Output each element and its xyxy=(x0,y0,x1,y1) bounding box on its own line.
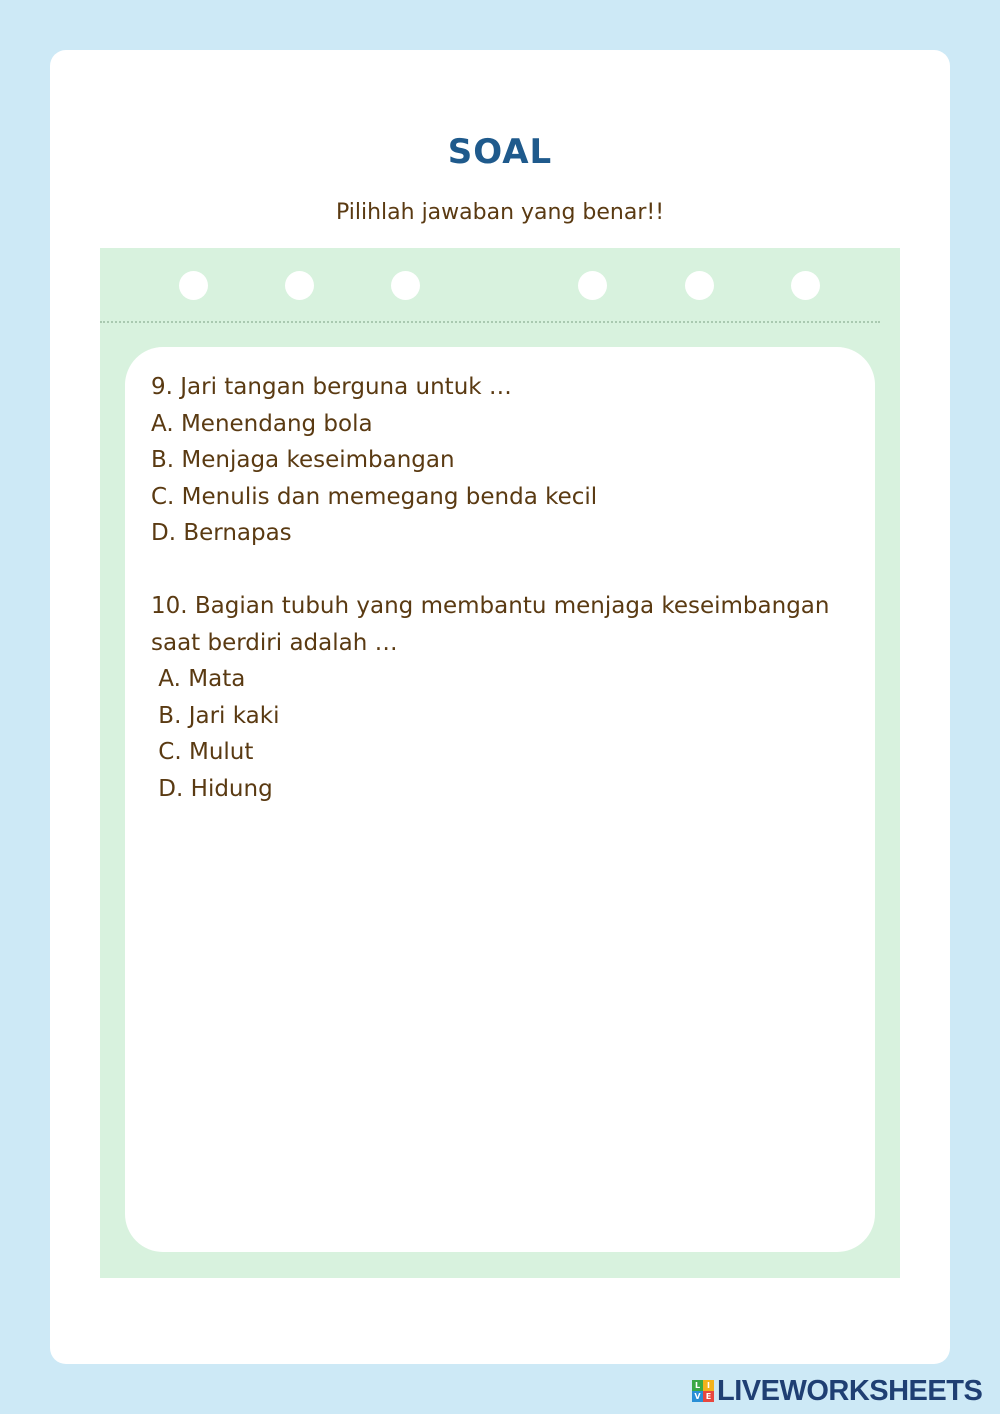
answer-option[interactable]: D. Hidung xyxy=(151,775,273,802)
page-title: SOAL xyxy=(447,132,553,172)
liveworksheets-brand[interactable] xyxy=(692,1376,982,1406)
brand-name: LIVEWORKSHEETS xyxy=(717,1374,983,1407)
logo-letter: L xyxy=(692,1380,703,1391)
logo-letter: V xyxy=(692,1391,703,1402)
binder-hole xyxy=(685,271,714,300)
answer-option[interactable]: A. Mata xyxy=(151,666,246,692)
binder-hole xyxy=(285,271,314,300)
binder-hole xyxy=(179,271,208,300)
question-card xyxy=(125,347,875,1252)
instruction-text: Pilihlah jawaban yang benar!! xyxy=(335,200,665,225)
answer-option[interactable]: C. Menulis dan memegang benda kecil xyxy=(151,483,598,510)
answer-option[interactable]: D. Bernapas xyxy=(151,520,292,546)
answer-option[interactable]: B. Menjaga keseimbangan xyxy=(151,447,455,473)
question-list xyxy=(151,369,861,807)
binder-hole xyxy=(391,271,420,300)
notepad-panel xyxy=(100,248,900,1278)
question-spacer xyxy=(151,552,861,589)
answer-option[interactable]: B. Jari kaki xyxy=(151,702,280,729)
answer-option[interactable]: C. Mulut xyxy=(151,739,254,765)
perforation-line xyxy=(100,321,880,323)
question-10 xyxy=(151,588,861,807)
logo-letter: E xyxy=(703,1391,714,1402)
question-prompt: 9. Jari tangan berguna untuk … xyxy=(151,374,512,400)
binder-hole xyxy=(578,271,607,300)
liveworksheets-logo-icon xyxy=(692,1380,714,1402)
binder-hole xyxy=(791,271,820,300)
answer-option[interactable]: A. Menendang bola xyxy=(151,410,373,437)
logo-letter: I xyxy=(703,1380,714,1391)
question-prompt: 10. Bagian tubuh yang membantu menjaga keseimbangan saat berdiri adalah … xyxy=(151,593,830,656)
question-9 xyxy=(151,369,861,552)
